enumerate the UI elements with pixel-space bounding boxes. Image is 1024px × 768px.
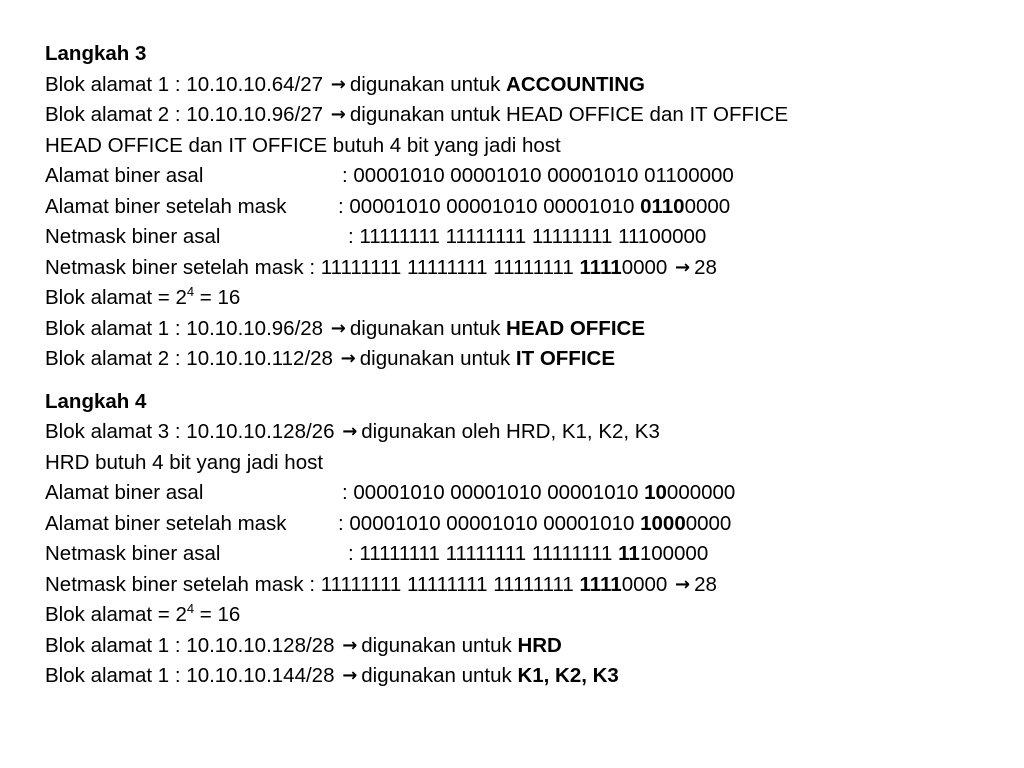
right-arrow-icon: → xyxy=(340,348,356,369)
row-label: Netmask biner asal xyxy=(45,542,221,565)
blok-alamat-line xyxy=(45,70,1005,101)
row-value-rest: 0000 xyxy=(621,572,668,596)
prefix-result: 28 xyxy=(694,572,717,596)
blok-target: HEAD OFFICE xyxy=(506,316,645,340)
row-value-bold: 1000 xyxy=(640,511,686,535)
netmask-biner-asal xyxy=(45,222,1005,253)
blok-usage: digunakan untuk xyxy=(349,316,507,340)
blok-usage: digunakan untuk xyxy=(361,664,518,687)
blok-prefix: Blok alamat 1 : 10.10.10.96/28 xyxy=(45,316,324,340)
size-exponent: 4 xyxy=(186,284,195,299)
blok-prefix: Blok alamat 1 : 10.10.10.128/28 xyxy=(45,633,335,657)
alamat-biner-asal xyxy=(45,478,1005,509)
row-label: Netmask biner asal xyxy=(45,225,221,248)
blok-prefix: Blok alamat 1 : 10.10.10.144/28 xyxy=(45,664,335,687)
row-value-rest: 000000 xyxy=(666,481,736,504)
row-value-rest: 0000 xyxy=(684,194,731,218)
row-value-bold: 1111 xyxy=(579,572,622,596)
blok-target: K1, K2, K3 xyxy=(517,664,619,687)
size-result: = 16 xyxy=(194,286,241,309)
blok-target: ACCOUNTING xyxy=(506,72,645,96)
row-label: Alamat biner setelah mask xyxy=(45,194,287,218)
blok-prefix: Blok alamat 2 : 10.10.10.112/28 xyxy=(45,347,333,370)
host-note: HRD butuh 4 bit yang jadi host xyxy=(45,450,324,474)
blok-alamat-size xyxy=(45,600,1005,631)
row-value: : 00001010 00001010 00001010 xyxy=(342,481,645,504)
prefix-result: 28 xyxy=(694,255,717,279)
alamat-biner-asal xyxy=(45,161,1005,192)
right-arrow-icon: → xyxy=(675,256,691,278)
row-value: : 00001010 00001010 00001010 xyxy=(338,194,641,218)
row-value: : 11111111 11111111 11111111 xyxy=(348,542,619,565)
row-value-bold: 0110 xyxy=(640,194,685,218)
blok-alamat-line xyxy=(45,100,1005,131)
section-langkah-4 xyxy=(45,387,1005,692)
size-result: = 16 xyxy=(194,603,241,626)
netmask-biner-mask xyxy=(45,253,1005,284)
row-value-bold: 10 xyxy=(644,481,667,504)
section-title: Langkah 3 xyxy=(45,42,147,65)
blok-usage: digunakan untuk HEAD OFFICE dan IT OFFICE xyxy=(349,103,789,126)
row-value: Netmask biner setelah mask : 11111111 11111111 11111111 xyxy=(45,572,580,596)
row-value-bold: 1111 xyxy=(579,255,622,279)
netmask-biner-mask xyxy=(45,570,1005,601)
blok-usage: digunakan oleh HRD, K1, K2, K3 xyxy=(361,420,660,443)
blok-target: HRD xyxy=(517,633,562,657)
row-value-bold: 11 xyxy=(618,542,640,565)
blok-prefix: Blok alamat 3 : 10.10.10.128/26 xyxy=(45,420,335,443)
row-value-rest: 100000 xyxy=(639,542,709,565)
blok-alamat-line xyxy=(45,631,1005,662)
blok-usage: digunakan untuk xyxy=(359,347,516,370)
slide-content xyxy=(45,39,1005,692)
blok-alamat-line xyxy=(45,314,1005,345)
right-arrow-icon: → xyxy=(342,665,358,686)
netmask-biner-asal xyxy=(45,539,1005,570)
row-value: Netmask biner setelah mask : 11111111 11111111 11111111 xyxy=(45,255,580,279)
row-value-rest: 0000 xyxy=(621,255,668,279)
section-langkah-3 xyxy=(45,39,1005,375)
right-arrow-icon: → xyxy=(330,104,346,125)
size-base: Blok alamat = 2 xyxy=(45,286,187,309)
blok-usage: digunakan untuk xyxy=(361,633,518,657)
blok-alamat-line xyxy=(45,344,1005,375)
host-note: HEAD OFFICE dan IT OFFICE butuh 4 bit yang jadi host xyxy=(45,133,561,157)
blok-alamat-line xyxy=(45,661,1005,692)
alamat-biner-mask xyxy=(45,192,1005,223)
blok-alamat-size xyxy=(45,283,1005,314)
row-label: Alamat biner setelah mask xyxy=(45,511,287,535)
row-value: : 00001010 00001010 00001010 xyxy=(338,511,641,535)
blok-usage: digunakan untuk xyxy=(349,72,507,96)
blok-prefix: Blok alamat 1 : 10.10.10.64/27 xyxy=(45,72,324,96)
row-value-rest: 0000 xyxy=(685,511,732,535)
blok-prefix: Blok alamat 2 : 10.10.10.96/27 xyxy=(45,103,324,126)
section-title: Langkah 4 xyxy=(45,389,147,413)
alamat-biner-mask xyxy=(45,509,1005,540)
row-label: Alamat biner asal xyxy=(45,164,204,187)
row-value: : 00001010 00001010 00001010 01100000 xyxy=(342,164,734,187)
size-base: Blok alamat = 2 xyxy=(45,603,187,626)
row-label: Alamat biner asal xyxy=(45,481,204,504)
right-arrow-icon: → xyxy=(342,421,358,442)
right-arrow-icon: → xyxy=(330,317,346,339)
row-value: : 11111111 11111111 11111111 11100000 xyxy=(348,225,707,248)
right-arrow-icon: → xyxy=(342,634,358,656)
blok-alamat-line xyxy=(45,417,1005,448)
right-arrow-icon: → xyxy=(675,573,691,595)
blok-target: IT OFFICE xyxy=(515,347,615,370)
right-arrow-icon: → xyxy=(330,73,346,95)
size-exponent: 4 xyxy=(186,601,195,616)
